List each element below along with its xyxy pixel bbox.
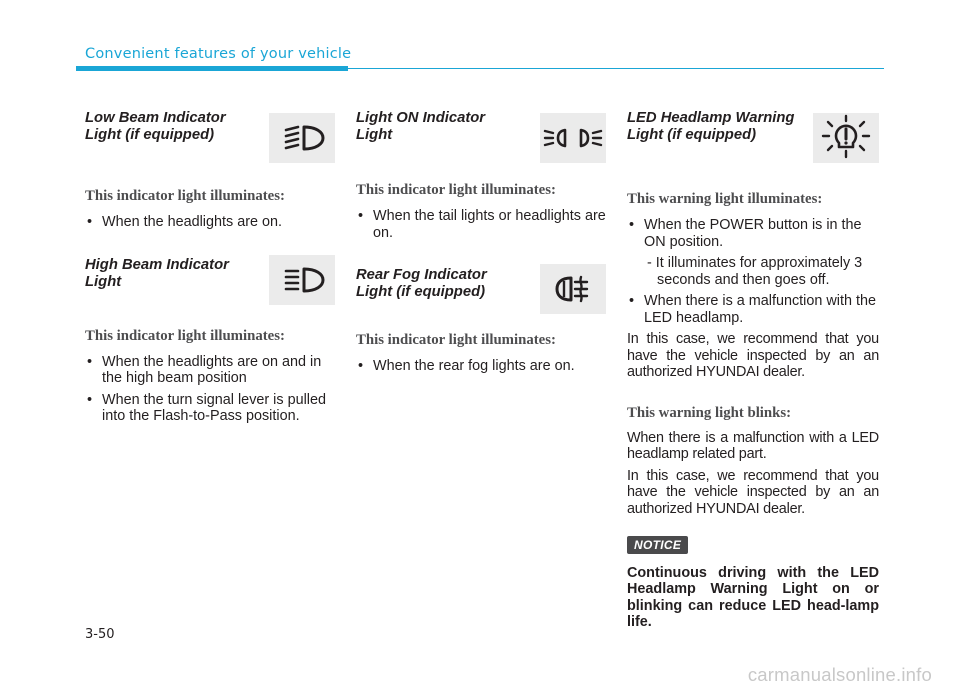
paragraph: In this case, we recommend that you have the vehicle inspected by an an authorized HYUNDAI dealer. [627, 467, 879, 517]
section-rear-fog [356, 267, 606, 375]
subheading: This warning light blinks: [627, 404, 792, 421]
paragraph: When there is a malfunction with a LED headlamp related part. [627, 429, 879, 462]
header-rule [348, 68, 884, 69]
section-title-line1: LED Headlamp Warning [627, 110, 795, 126]
header-title: Convenient features of your vehicle [85, 46, 352, 62]
column-3 [627, 110, 879, 630]
section-low-beam [85, 110, 335, 231]
light-on-indicator-icon [540, 113, 606, 163]
column-1 [85, 110, 335, 425]
page-number: 3-50 [85, 627, 115, 642]
rear-fog-indicator-icon [540, 264, 606, 314]
bullet-item: • When the turn signal lever is pulled into the Flash-to-Pass position. [85, 392, 335, 425]
header-accent-bar [76, 66, 348, 71]
section-title-line1: Rear Fog Indicator [356, 267, 487, 283]
sub-bullet-item: - It illuminates for approximately 3 seconds and then goes off. [647, 255, 863, 288]
bullet-item: • When the rear fog lights are on. [356, 358, 606, 375]
subheading: This indicator light illuminates: [356, 182, 556, 198]
section-led-headlamp-warning [627, 110, 879, 630]
bullet-item: • When the tail lights or headlights are on. [356, 208, 606, 241]
section-high-beam [85, 257, 335, 425]
subheading: This indicator light illuminates: [85, 327, 285, 344]
bullet-item: • When the POWER button is in the ON position. [627, 217, 879, 250]
subheading: This warning light illuminates: [627, 191, 823, 207]
section-title-line2: Light [356, 127, 393, 143]
subheading: This indicator light illuminates: [356, 332, 556, 348]
notice-text: Continuous driving with the LED Headlamp Warning Light on or blinking can reduce LED head-lamp life. [627, 565, 879, 630]
section-title-line2: Light [85, 273, 122, 290]
bullet-item: • When the headlights are on. [85, 214, 335, 231]
paragraph: In this case, we recommend that you have the vehicle inspected by an an authorized HYUNDAI dealer. [627, 331, 879, 380]
high-beam-indicator-icon [269, 255, 335, 305]
section-title-line1: High Beam Indicator [85, 256, 229, 273]
bullet-item: • When the headlights are on and in the high beam position [85, 354, 335, 387]
watermark: carmanualsonline.info [747, 664, 932, 685]
led-headlamp-warning-icon [813, 113, 879, 163]
column-2 [356, 110, 606, 375]
subheading: This indicator light illuminates: [85, 188, 285, 204]
notice-badge: NOTICE [627, 536, 688, 554]
section-title-line1: Light ON Indicator [356, 110, 486, 126]
section-title-line2: Light (if equipped) [85, 127, 215, 143]
low-beam-indicator-icon [269, 113, 335, 163]
bullet-item: • When there is a malfunction with the LED headlamp. [627, 293, 879, 326]
section-title-line2: Light (if equipped) [356, 284, 486, 300]
section-light-on [356, 110, 606, 241]
section-title-line1: Low Beam Indicator [85, 110, 226, 126]
section-title-line2: Light (if equipped) [627, 127, 757, 143]
